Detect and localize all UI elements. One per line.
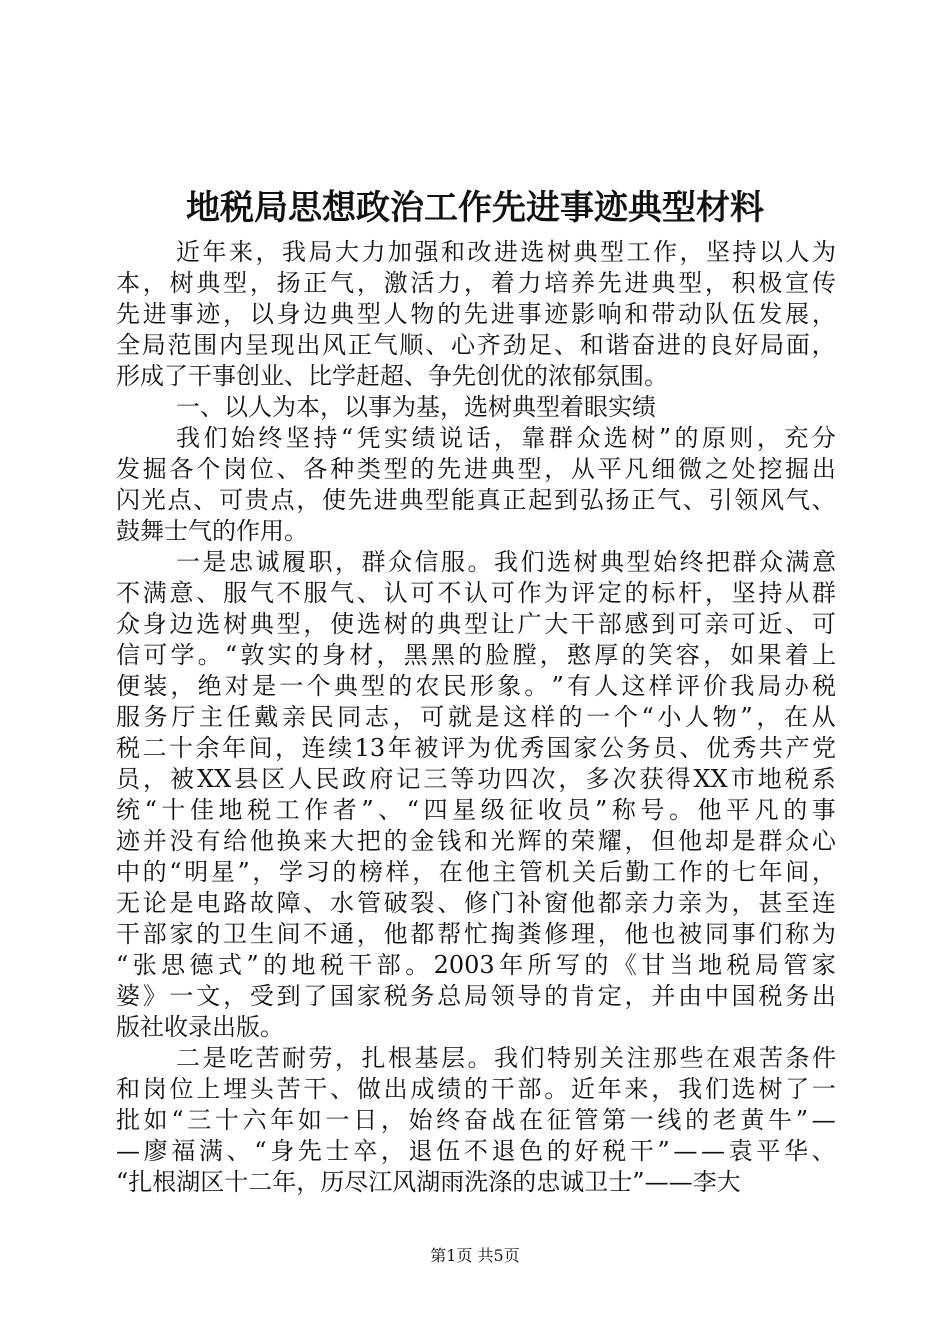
paragraph-line: 迹 并 没 有 给 他 换 来 大 把 的 金 钱 和 光 辉 的 荣 耀 ， 但 他 却 是 群 众 心: [116, 827, 836, 855]
paragraph-line: 批 如 “ 三 十 六 年 如 一 日 ， 始 终 奋 战 在 征 管 第 一 线 的 老 黄 牛 ” —: [116, 1106, 836, 1134]
paragraph-line: “ 扎 根 湖 区 十 二 年 ， 历 尽 江 风 湖 雨 洗 涤 的 忠 诚 卫 士 ” — — 李 大: [116, 1168, 741, 1196]
paragraph-line: 发 掘 各 个 岗 位 、 各 种 类 型 的 先 进 典 型 ， 从 平 凡 细 微 之 处 挖 掘 出: [116, 455, 836, 483]
paragraph-line: 不 满 意 、 服 气 不 服 气 、 认 可 不 认 可 作 为 评 定 的 标 杆 ， 坚 持 从 群: [116, 579, 836, 607]
paragraph-line: 中 的 “ 明 星 ” ， 学 习 的 榜 样 ， 在 他 主 管 机 关 后 勤 工 作 的 七 年 间 ，: [116, 858, 836, 886]
document-body: [116, 237, 836, 1198]
paragraph-line: 和 岗 位 上 埋 头 苦 干 、 做 出 成 绩 的 干 部 。 近 年 来 ， 我 们 选 树 了 一: [116, 1075, 836, 1103]
paragraph-line: 近 年 来 ， 我 局 大 力 加 强 和 改 进 选 树 典 型 工 作 ， 坚 持 以 人 为: [176, 238, 836, 266]
paragraph-line: 一 是 忠 诚 履 职 ， 群 众 信 服 。 我 们 选 树 典 型 始 终 把 群 众 满 意: [176, 548, 836, 576]
paragraph-line: 一 、 以 人 为 本 ， 以 事 为 基 ， 选 树 典 型 着 眼 实 绩: [176, 393, 656, 421]
paragraph-line: 全 局 范 围 内 呈 现 出 风 正 气 顺 、 心 齐 劲 足 、 和 谐 奋 进 的 良 好 局 面 ，: [116, 331, 836, 359]
paragraph-line: 先 进 事 迹 ， 以 身 边 典 型 人 物 的 先 进 事 迹 影 响 和 带 动 队 伍 发 展 ，: [116, 300, 836, 328]
paragraph-line: “ 张 思 德 式 ” 的 地 税 干 部 。 2003 年 所 写 的 《 甘 当 地 税 局 管 家: [116, 951, 836, 979]
paragraph-line: 干 部 家 的 卫 生 间 不 通 ， 他 都 帮 忙 掏 粪 修 理 ， 他 也 被 同 事 们 称 为: [116, 920, 836, 948]
paragraph-line: 便 装 ， 绝 对 是 一 个 典 型 的 农 民 形 象 。 ” 有 人 这 样 评 价 我 局 办 税: [116, 672, 836, 700]
paragraph-line: 员 ， 被 XX 县 区 人 民 政 府 记 三 等 功 四 次 ， 多 次 获 得 XX 市 地 税 系: [116, 765, 836, 793]
paragraph-line: 统 “ 十 佳 地 税 工 作 者 ” 、 “ 四 星 级 征 收 员 ” 称 号 。 他 平 凡 的 事: [116, 796, 836, 824]
document-title: 地税局思想政治工作先进事迹典型材料: [186, 188, 764, 228]
paragraph-line: 服 务 厅 主 任 戴 亲 民 同 志 ， 可 就 是 这 样 的 一 个 “ 小 人 物 ” ， 在 从: [116, 703, 836, 731]
paragraph-line: 闪 光 点 、 可 贵 点 ， 使 先 进 典 型 能 真 正 起 到 弘 扬 正 气 、 引 领 风 气 、: [116, 486, 836, 514]
paragraph-line: 二 是 吃 苦 耐 劳 ， 扎 根 基 层 。 我 们 特 别 关 注 那 些 在 艰 苦 条 件: [176, 1044, 836, 1072]
paragraph-line: 众 身 边 选 树 典 型 ， 使 选 树 的 典 型 让 广 大 干 部 感 到 可 亲 可 近 、 可: [116, 610, 836, 638]
paragraph-line: 版 社 收 录 出 版 。: [116, 1013, 284, 1041]
paragraph-line: 税 二 十 余 年 间 ， 连 续 13 年 被 评 为 优 秀 国 家 公 务 员 、 优 秀 共 产 党: [116, 734, 836, 762]
paragraph-line: 本 ， 树 典 型 ， 扬 正 气 ， 激 活 力 ， 着 力 培 养 先 进 典 型 ， 积 极 宣 传: [116, 269, 836, 297]
paragraph-line: 我 们 始 终 坚 持 “ 凭 实 绩 说 话 ， 靠 群 众 选 树 ” 的 原 则 ， 充 分: [176, 424, 836, 452]
paragraph-line: 信 可 学 。 “ 敦 实 的 身 材 ， 黑 黑 的 脸 膛 ， 憨 厚 的 笑 容 ， 如 果 着 上: [116, 641, 836, 669]
paragraph-line: 形 成 了 干 事 创 业 、 比 学 赶 超 、 争 先 创 优 的 浓 郁 氛 围 。: [116, 362, 668, 390]
paragraph-line: 婆 》 一 文 ， 受 到 了 国 家 税 务 总 局 领 导 的 肯 定 ， 并 由 中 国 税 务 出: [116, 982, 836, 1010]
paragraph-line: 鼓 舞 士 气 的 作 用 。: [116, 517, 308, 545]
page-footer: 第1页 共5页: [430, 1246, 520, 1265]
paragraph-line: 无 论 是 电 路 故 障 、 水 管 破 裂 、 修 门 补 窗 他 都 亲 力 亲 为 ， 甚 至 连: [116, 889, 836, 917]
paragraph-line: — 廖 福 满 、 “ 身 先 士 卒 ， 退 伍 不 退 色 的 好 税 干 ” — — 袁 平 华 、: [116, 1137, 836, 1165]
